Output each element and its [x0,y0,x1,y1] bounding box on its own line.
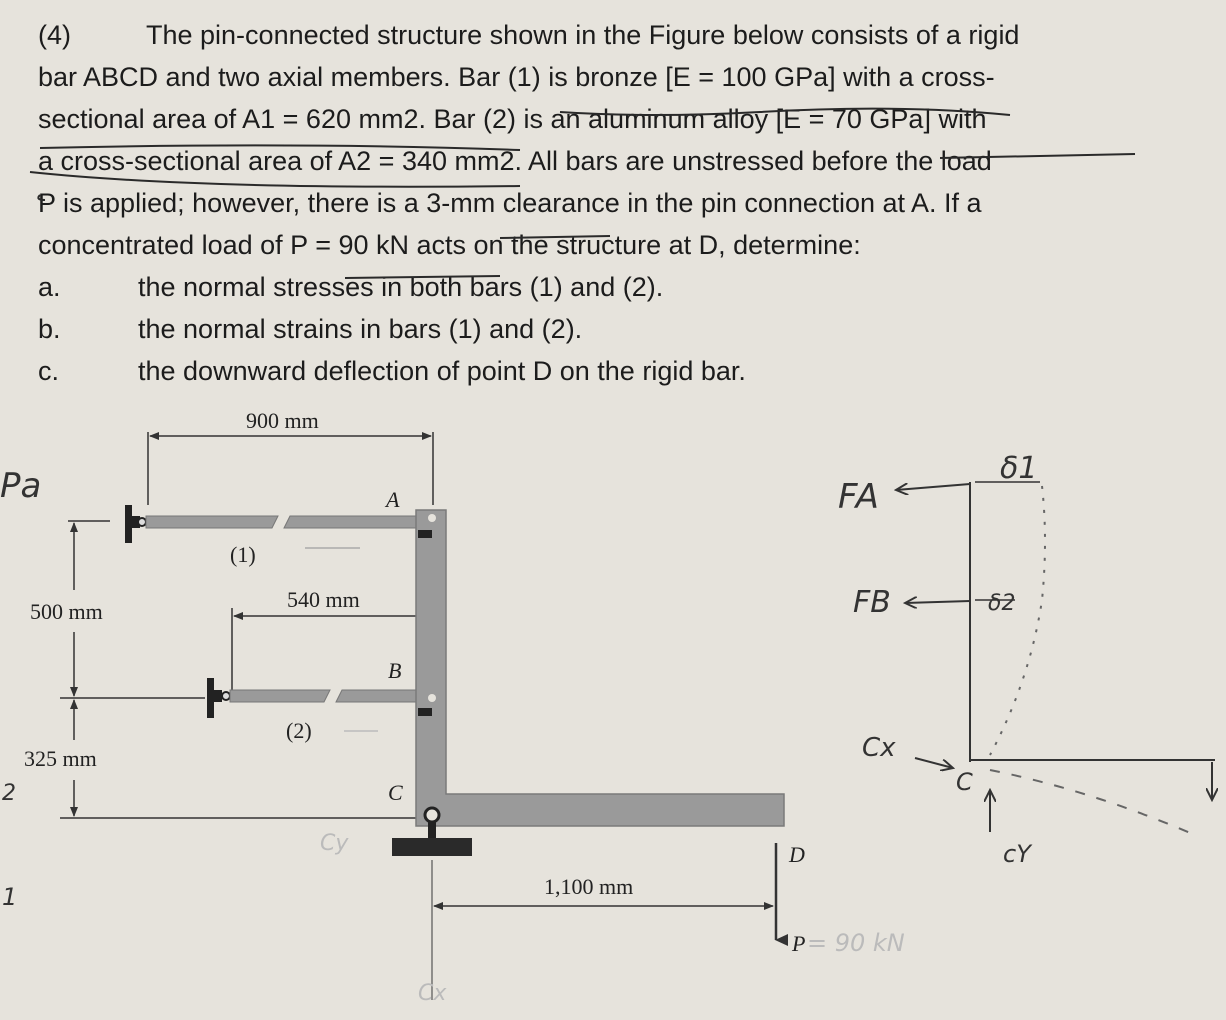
point-c-label: C [388,780,403,805]
margin-notes [0,466,41,911]
item-text: the downward deflection of point D on the rigid bar. [138,356,746,386]
free-body-sketch [838,451,1215,868]
problem-number: (4) [38,20,71,50]
cy-faint-note: Cy [320,831,349,856]
point-a-label: A [386,487,400,512]
point-d-label: D [789,842,805,867]
dimension-1100 [432,860,773,1000]
item-letter: c. [38,356,60,386]
rigid-bar-abcd [384,487,805,867]
force-fb-label: FB [853,585,891,620]
item-text: the normal stresses in both bars (1) and (2). [138,272,664,302]
dim-top-label: 900 mm [246,408,319,433]
problem-line-6: concentrated load of P = 90 kN acts on the structure at D, determine: [38,230,861,260]
c-label: C [956,768,973,796]
bar-1-label: (1) [230,542,256,567]
point-b-label: B [388,658,402,683]
bar-2 [207,678,416,743]
problem-line-4: a cross-sectional area of A2 = 340 mm2. All bars are unstressed before the load [38,146,992,176]
dimension-left [24,521,420,818]
load-p-label: P [792,931,806,956]
cx-bottom-note: Cx [418,981,447,1006]
bar-2-label: (2) [286,718,312,743]
problem-text-1: The pin-connected structure shown in the Figure below consists of a rigid [146,20,1020,50]
dim-mid-label: 540 mm [287,587,360,612]
margin-note-pa: Pa [0,466,42,506]
cy-label: cY [1003,840,1031,868]
margin-note-2: 2 [2,781,16,806]
load-value-note: = 90 kN [807,929,905,957]
problem-line-5: P is applied; however, there is a 3-mm clearance in the pin connection at A. If a [38,188,982,218]
item-text: the normal strains in bars (1) and (2). [138,314,583,344]
text-underlines [30,109,1135,278]
dim-325-label: 325 mm [24,746,97,771]
item-letter: a. [38,272,61,302]
item-letter: b. [38,314,61,344]
bar-1 [125,505,416,567]
dimension-540 [232,587,433,690]
delta-2-label: δ2 [988,591,1016,616]
problem-line-3: sectional area of A1 = 620 mm2. Bar (2) is an aluminum alloy [E = 70 GPa] with [38,104,987,134]
dim-500-label: 500 mm [30,599,103,624]
delta-1-label: δ1 [1000,451,1038,486]
dim-bottom-label: 1,100 mm [544,874,634,899]
problem-line-2: bar ABCD and two axial members. Bar (1) is bronze [E = 100 GPa] with a cross- [38,62,995,92]
cx-label: Cx [862,733,896,763]
margin-note-1: 1 [2,883,18,911]
force-fa-label: FA [838,477,879,517]
